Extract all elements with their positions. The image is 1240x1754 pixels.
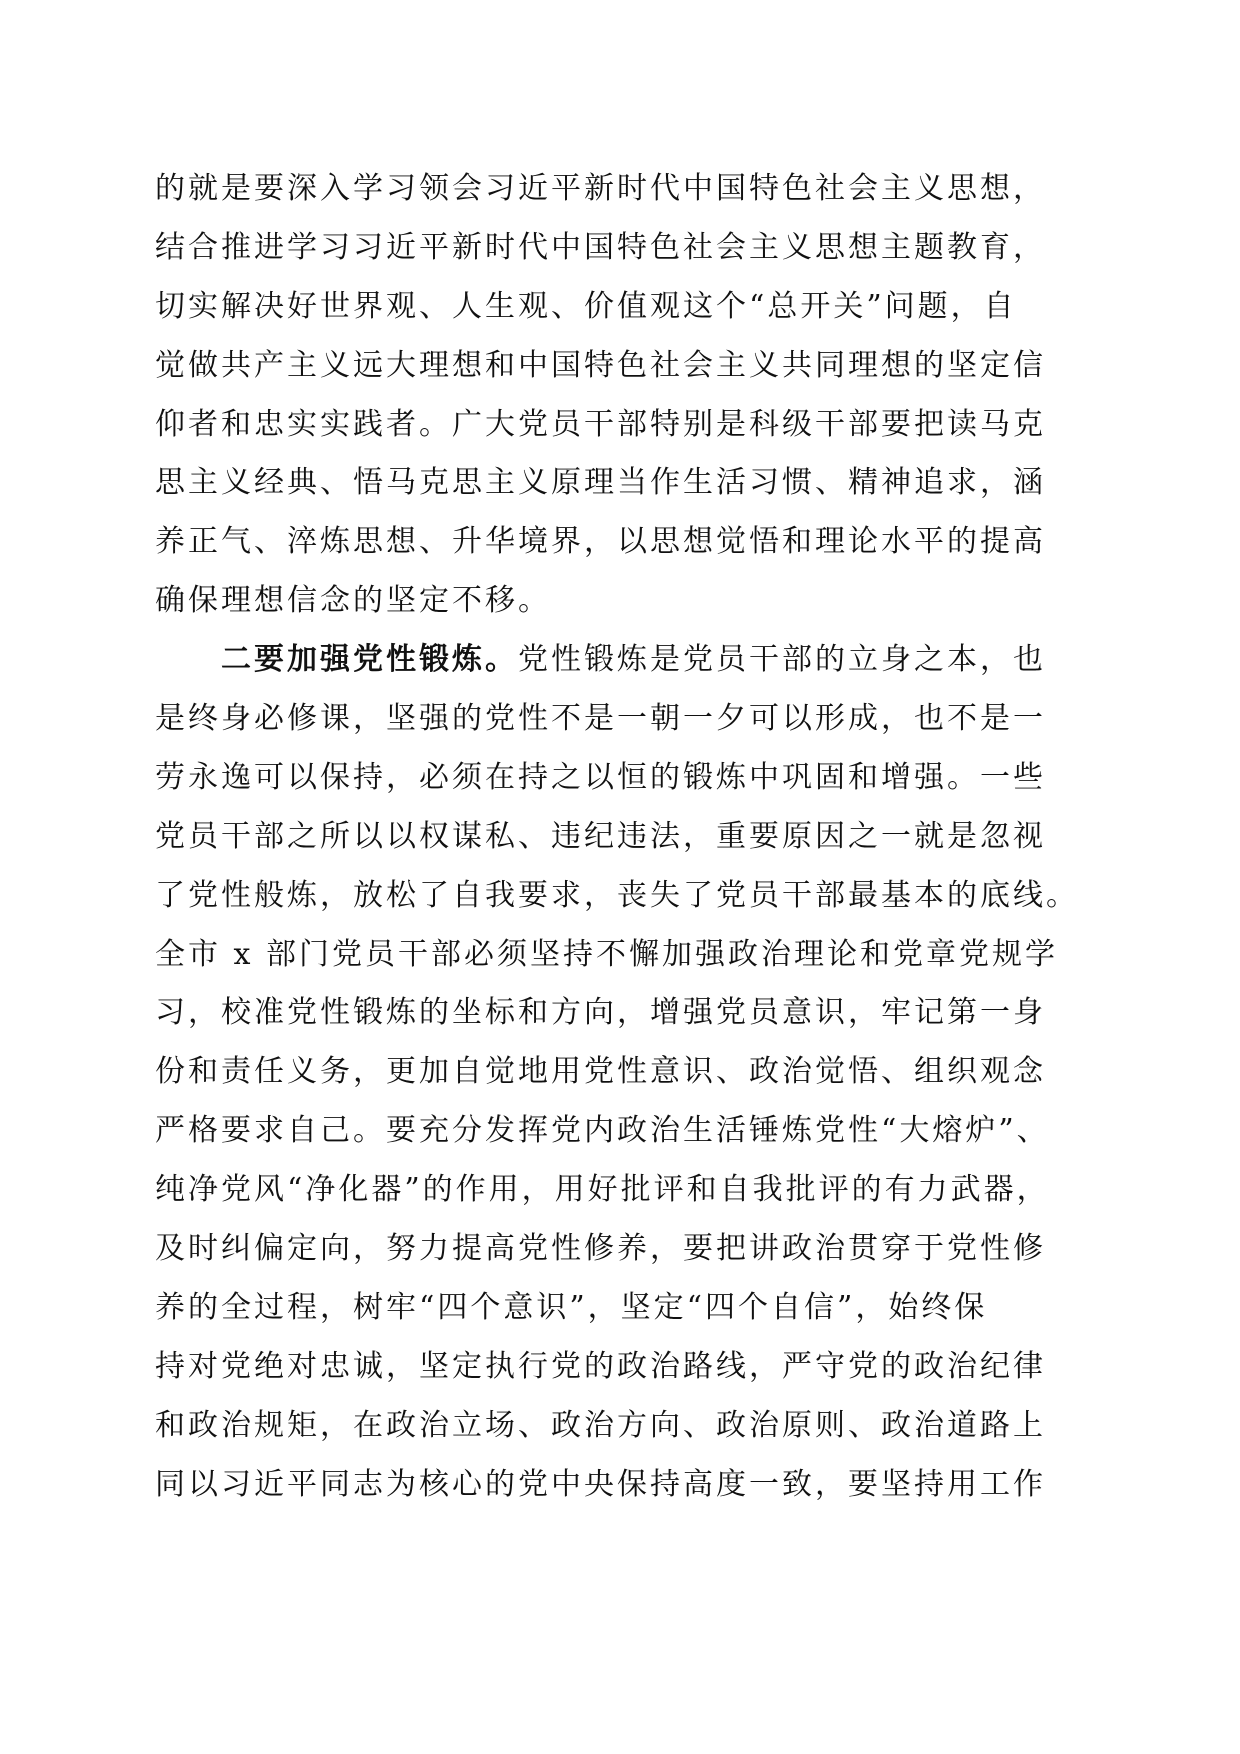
text-line: 持对党绝对忠诚，坚定执行党的政治路线，严守党的政治纪律	[155, 1348, 1046, 1384]
text-line: 习，校准党性锻炼的坐标和方向，增强党员意识，牢记第一身	[155, 995, 1046, 1031]
text-line: 的就是要深入学习领会习近平新时代中国特色社会主义思想，	[155, 171, 1046, 206]
text-line: 严格要求自己。要充分发挥党内政治生活锤炼党性“大熔炉”、	[155, 1113, 1050, 1149]
section-heading: 二要加强党性锻炼。	[221, 642, 518, 678]
text-line: 全市 x 部门党员干部必须坚持不懈加强政治理论和党章党规学	[155, 936, 1058, 972]
text-line: 结合推进学习习近平新时代中国特色社会主义思想主题教育，	[155, 229, 1046, 265]
text-line: 纯净党风“净化器”的作用，用好批评和自我批评的有力武器，	[155, 1172, 1050, 1208]
text-line: 觉做共产主义远大理想和中国特色社会主义共同理想的坚定信	[155, 347, 1046, 383]
text-run: 党性锻炼是党员干部的立身之本，也	[518, 642, 1046, 678]
text-line: 同以习近平同志为核心的党中央保持高度一致，要坚持用工作	[155, 1466, 1046, 1502]
paragraph-first-line	[155, 631, 1075, 690]
text-line: 养的全过程，树牢“四个意识”，坚定“四个自信”，始终保	[155, 1289, 988, 1325]
text-line: 了党性般炼，放松了自我要求，丧失了党员干部最基本的底线。	[155, 877, 1079, 913]
text-line: 养正气、淬炼思想、升华境界，以思想觉悟和理论水平的提高	[155, 524, 1046, 560]
text-line: 思主义经典、悟马克思主义原理当作生活习惯、精神追求，涵	[155, 465, 1046, 501]
text-line: 和政治规矩，在政治立场、政治方向、政治原则、政治道路上	[155, 1407, 1046, 1443]
paragraph-party-spirit	[155, 631, 1079, 1514]
text-line: 仰者和忠实实践者。广大党员干部特别是科级干部要把读马克	[155, 406, 1046, 442]
text-line: 党员干部之所以以权谋私、违纪违法，重要原因之一就是忽视	[155, 818, 1046, 854]
text-line: 及时纠偏定向，努力提高党性修养，要把讲政治贯穿于党性修	[155, 1231, 1046, 1267]
text-line: 切实解决好世界观、人生观、价值观这个“总开关”问题，自	[155, 288, 1017, 324]
paragraph-ideals	[155, 160, 1075, 631]
document-body	[155, 160, 1079, 1514]
text-line: 确保理想信念的坚定不移。	[155, 583, 551, 619]
text-line: 份和责任义务，更加自觉地用党性意识、政治觉悟、组织观念	[155, 1054, 1046, 1090]
text-line: 劳永逸可以保持，必须在持之以恒的锻炼中巩固和增强。一些	[155, 759, 1046, 795]
text-line: 是终身必修课，坚强的党性不是一朝一夕可以形成，也不是一	[155, 701, 1046, 737]
